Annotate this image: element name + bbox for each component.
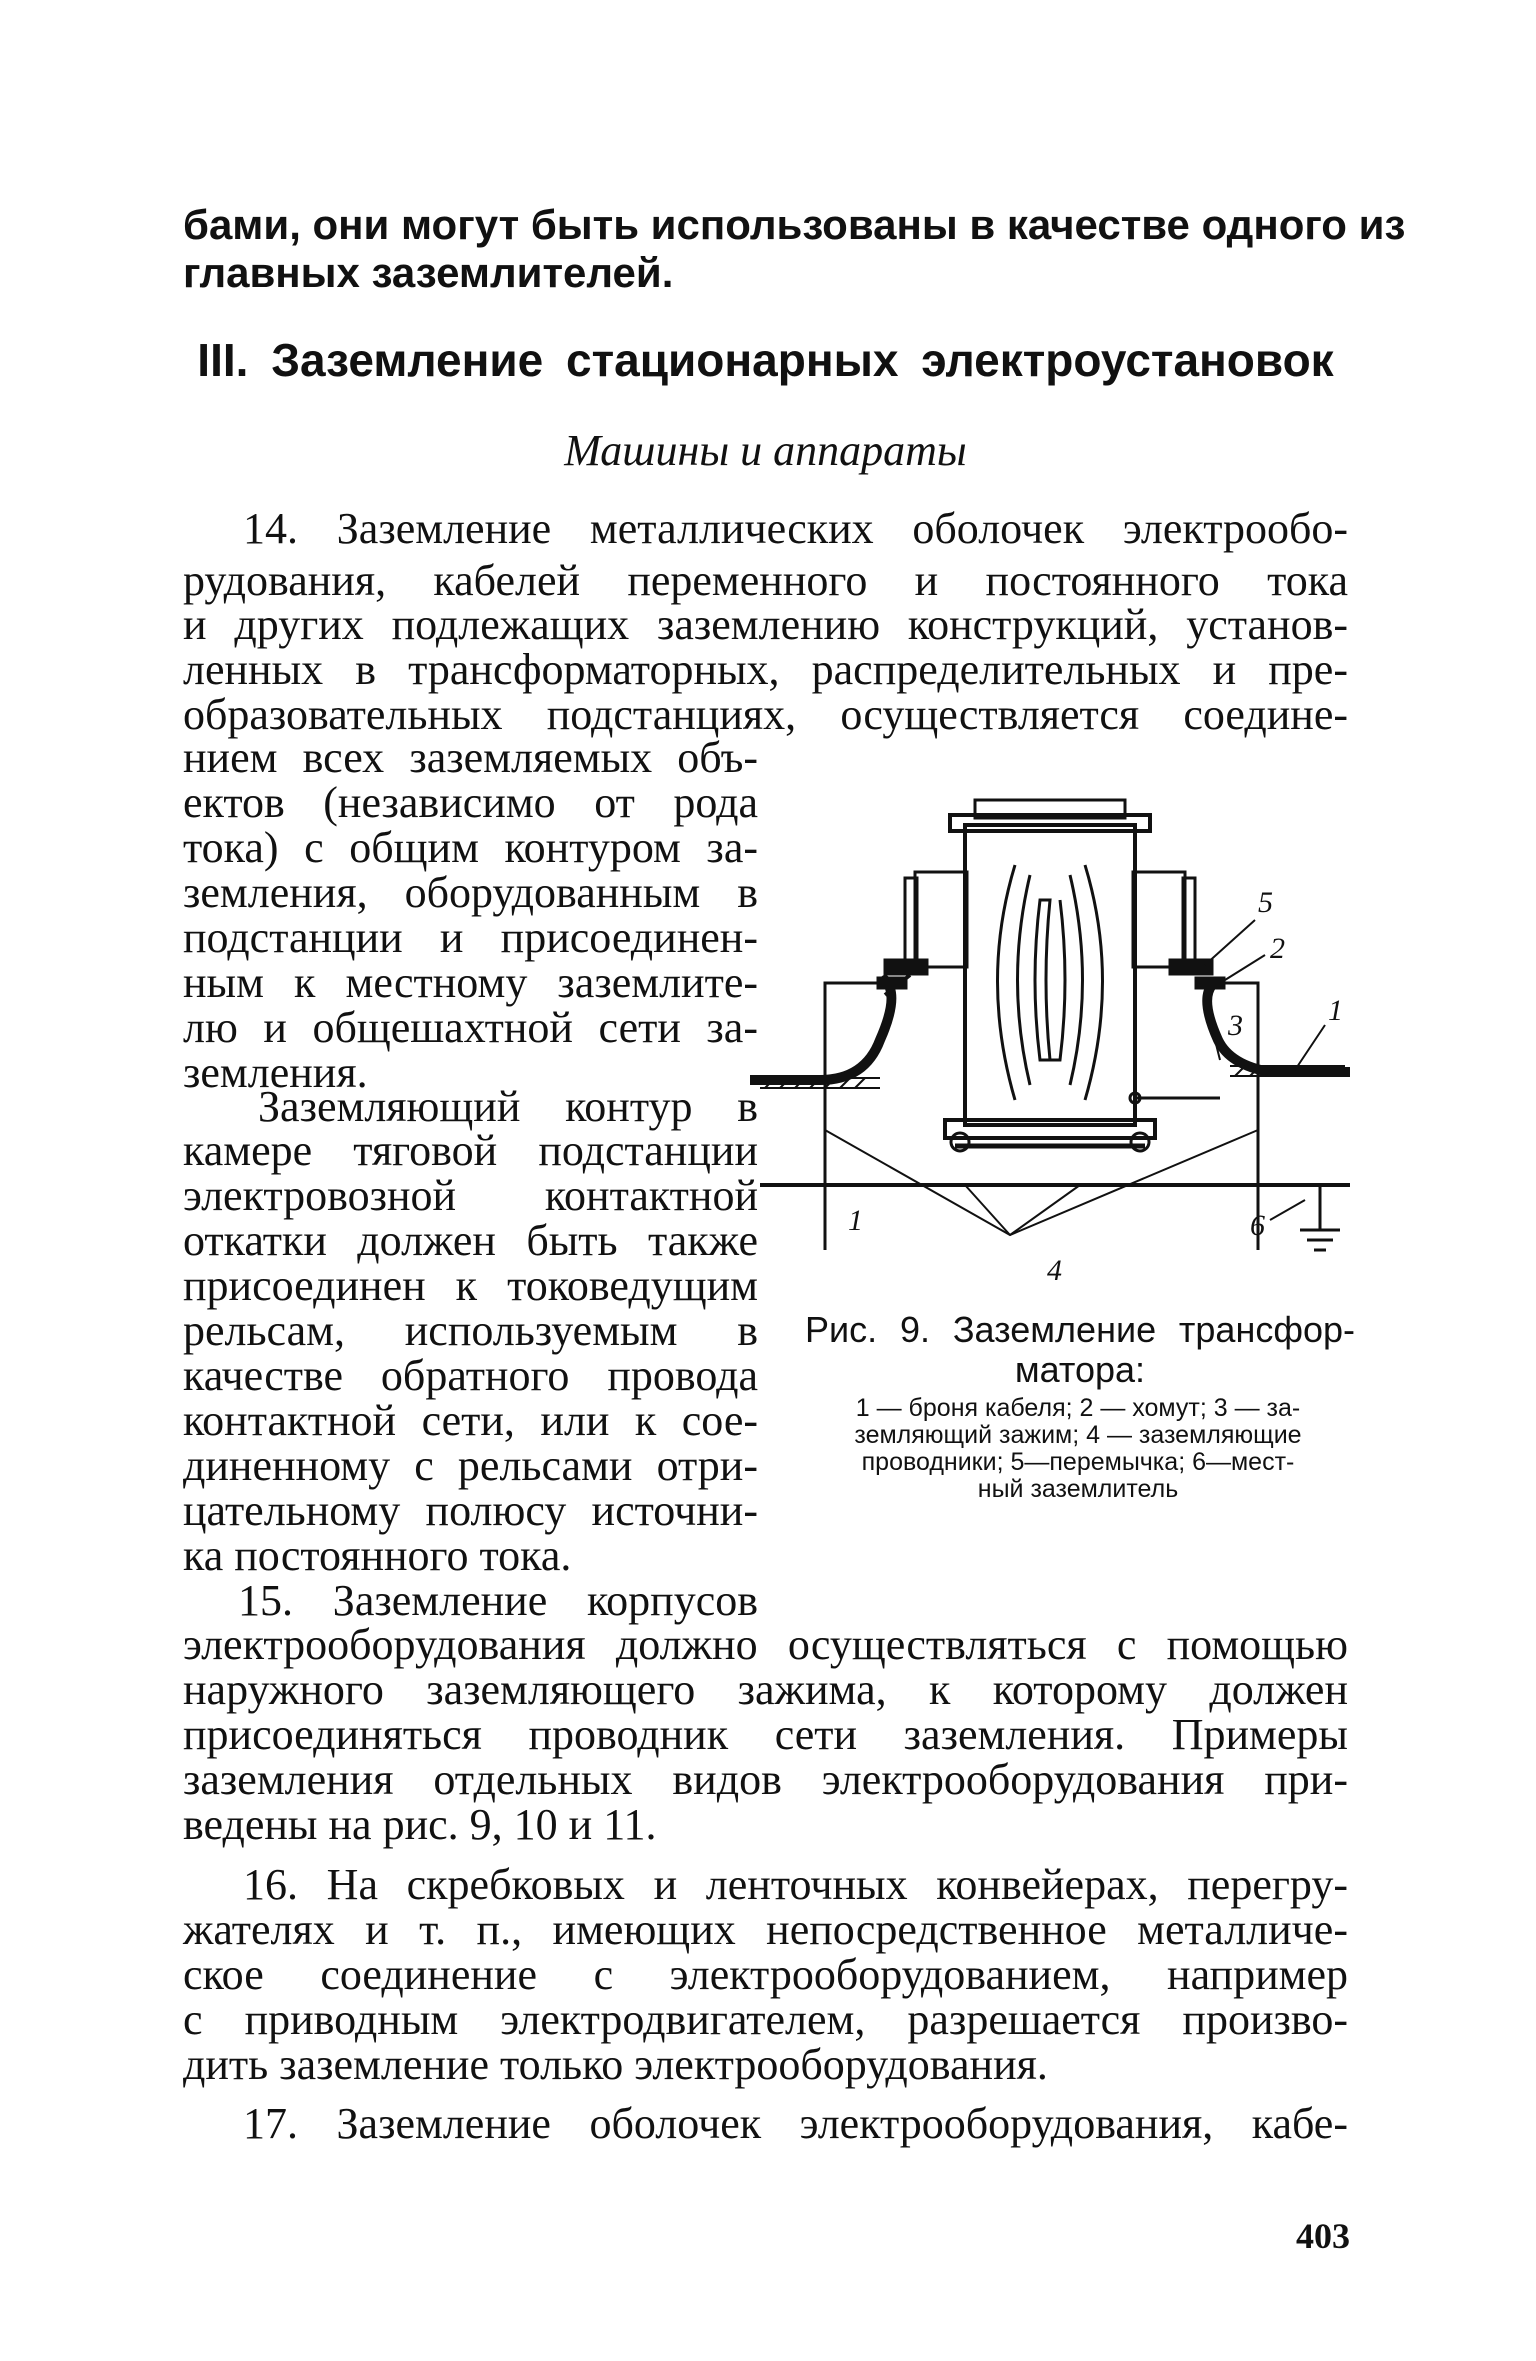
left-cable-armour <box>750 980 891 1080</box>
para16-line-5: дить заземление только электрооборудования. <box>183 2040 1048 2089</box>
para14-narrow-line-7: лю и общешахтной сети за- <box>183 1003 758 1052</box>
para17-line-1: 17. Заземление оболочек электрооборудования, кабе- <box>243 2099 1348 2148</box>
contour-line-5: присоединен к токоведущим <box>183 1261 758 1310</box>
subsection-heading: Машины и аппараты <box>564 426 967 475</box>
intro-line-2: главных заземлителей. <box>183 249 674 296</box>
para14-line-2: рудования, кабелей переменного и постоянного тока <box>183 556 1348 605</box>
figure-label-5: 5 <box>1258 886 1273 919</box>
figure-caption-line-4: ный заземлитель <box>977 1475 1179 1503</box>
figure-title-line-1: Рис. 9. Заземление трансфор- <box>805 1309 1355 1350</box>
coil-left-inner <box>1018 875 1031 1085</box>
para15-line-2: электрооборудования должно осуществляться с помощью <box>183 1620 1348 1669</box>
contour-line-9: диненному с рельсами отри- <box>183 1441 758 1490</box>
section-heading: III. Заземление стационарных электроустановок <box>197 334 1334 386</box>
left-cable-box <box>915 872 967 967</box>
para14-narrow-line-3: тока) с общим контуром за- <box>183 823 758 872</box>
contour-line-10: цательному полюсу источни- <box>183 1486 758 1535</box>
para14-narrow-line-1: нием всех заземляемых объ- <box>183 733 758 782</box>
para14-narrow-line-2: ектов (независимо от рода <box>183 778 758 827</box>
leader-1-right <box>1295 1025 1325 1070</box>
right-clamp <box>1170 960 1212 974</box>
core-left <box>1035 900 1050 1060</box>
figure-title <box>805 1310 1355 1390</box>
coil-right-outer <box>1085 865 1103 1100</box>
figure-label-3: 3 <box>1228 1009 1243 1042</box>
para14-line-3: и других подлежащих заземлению конструкций, установ- <box>183 600 1348 649</box>
right-cable-box <box>1133 872 1185 967</box>
figure-caption <box>808 1395 1348 1503</box>
transformer-grounding-figure <box>750 780 1350 1320</box>
left-clamp <box>885 960 927 974</box>
para15-line-3: наружного заземляющего зажима, к которому должен <box>183 1665 1348 1714</box>
leader-5 <box>1205 920 1255 965</box>
right-clamp-2 <box>1196 978 1224 988</box>
para14-line-4: ленных в трансформаторных, распределительных и пре- <box>183 645 1348 694</box>
para16-line-1: 16. На скребковых и ленточных конвейерах, перегру- <box>243 1860 1348 1909</box>
contour-line-11: ка постоянного тока. <box>183 1531 572 1580</box>
para14-narrow-line-5: подстанции и присоединен- <box>183 913 758 962</box>
figure-caption-line-1: 1 — броня кабеля; 2 — хомут; 3 — за- <box>855 1394 1301 1422</box>
para16-line-3: ское соединение с электрооборудованием, например <box>183 1950 1348 1999</box>
figure-label-1-left: 1 <box>848 1204 863 1237</box>
para14-line-5: образовательных подстанциях, осуществляется соедине- <box>183 690 1348 739</box>
page-number: 403 <box>1296 2216 1350 2256</box>
tank-base <box>945 1120 1155 1138</box>
figure-label-6: 6 <box>1250 1209 1265 1242</box>
figure-title-line-2: матора: <box>1014 1349 1146 1390</box>
core-right <box>1050 900 1065 1060</box>
figure-caption-line-3: проводники; 5—перемычка; 6—мест- <box>861 1448 1295 1476</box>
para14-narrow-line-4: земления, оборудованным в <box>183 868 758 917</box>
para16-line-2: жателях и т. п., имеющих непосредственное металличе- <box>183 1905 1348 1954</box>
contour-line-1: Заземляющий контур в <box>258 1082 758 1131</box>
figure-label-2: 2 <box>1270 932 1285 965</box>
figure-label-1-right: 1 <box>1328 994 1343 1027</box>
contour-line-7: качестве обратного провода <box>183 1351 758 1400</box>
leader-6 <box>1270 1200 1305 1220</box>
para14-line-1: 14. Заземление металлических оболочек электрообо- <box>243 504 1348 553</box>
ground-diagonal-2 <box>965 1185 1010 1235</box>
contour-line-3: электровозной контактной <box>183 1171 758 1220</box>
intro-line-1: бами, они могут быть использованы в качестве одного из <box>183 201 1406 248</box>
para14-narrow-line-6: ным к местному заземлите- <box>183 958 758 1007</box>
para15-line-1: 15. Заземление корпусов <box>238 1576 758 1625</box>
para16-line-4: с приводным электродвигателем, разрешается произво- <box>183 1995 1348 2044</box>
coil-left-outer <box>998 865 1016 1100</box>
contour-line-6: рельсам, используемым в <box>183 1306 758 1355</box>
contour-line-8: контактной сети, или к сое- <box>183 1396 758 1445</box>
leader-2 <box>1225 955 1265 980</box>
contour-line-2: камере тяговой подстанции <box>183 1126 758 1175</box>
transformer-tank <box>965 825 1135 1125</box>
para15-line-6: ведены на рис. 9, 10 и 11. <box>183 1800 657 1849</box>
contour-line-4: откатки должен быть также <box>183 1216 758 1265</box>
para15-line-4: присоединяться проводник сети заземления. Примеры <box>183 1710 1348 1759</box>
figure-label-4: 4 <box>1047 1254 1062 1287</box>
para15-line-5: заземления отдельных видов электрооборудования при- <box>183 1755 1348 1804</box>
figure-caption-line-2: земляющий зажим; 4 — заземляющие <box>854 1421 1302 1449</box>
coil-right-inner <box>1070 875 1083 1085</box>
para14-narrow-line-8: земления. <box>183 1048 368 1097</box>
